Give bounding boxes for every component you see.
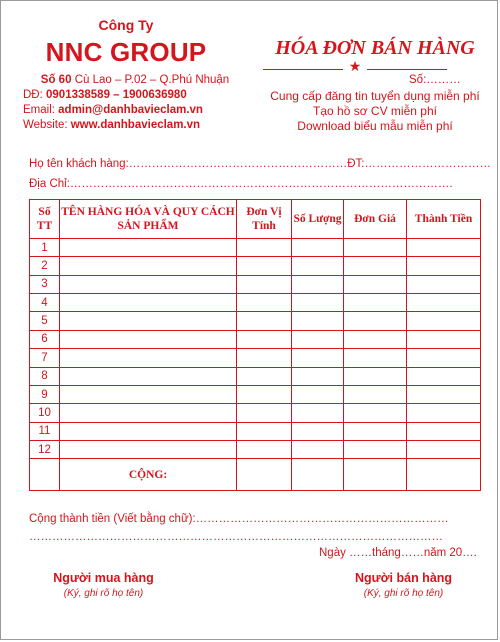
amount-cell[interactable]: [407, 330, 481, 348]
amount-cell[interactable]: [407, 257, 481, 275]
total-unit-cell: [237, 459, 292, 491]
header-product: TÊN HÀNG HÓA VÀ QUY CÁCH SẢN PHẨM: [60, 200, 237, 239]
total-in-words-line: ………………………………………………………………………………………………: [29, 531, 443, 543]
qty-cell[interactable]: [292, 367, 344, 385]
invoice-number: Số:………: [409, 74, 461, 86]
product-cell[interactable]: [60, 239, 237, 257]
unit-cell[interactable]: [237, 330, 292, 348]
qty-cell[interactable]: [292, 275, 344, 293]
product-cell[interactable]: [60, 330, 237, 348]
amount-cell[interactable]: [407, 385, 481, 403]
company-address: [23, 73, 247, 88]
company-label: Công Ty: [98, 17, 154, 33]
buyer-title: Người mua hàng: [53, 571, 154, 585]
items-table: [29, 199, 481, 491]
header-price: Đơn Giá: [344, 200, 407, 239]
unit-cell[interactable]: [237, 385, 292, 403]
amount-cell[interactable]: [407, 404, 481, 422]
qty-cell[interactable]: [292, 239, 344, 257]
qty-cell[interactable]: [292, 404, 344, 422]
seller-note: (Ký, ghi rõ họ tên): [363, 588, 444, 599]
star-icon: ★: [348, 58, 362, 74]
address-text: Cù Lao – P.02 – Q.Phú Nhuận: [74, 74, 230, 86]
row-number: 7: [30, 349, 60, 367]
unit-cell[interactable]: [237, 440, 292, 458]
row-number: 8: [30, 367, 60, 385]
company-phone: [23, 88, 247, 103]
amount-cell[interactable]: [407, 349, 481, 367]
row-number: 5: [30, 312, 60, 330]
company-name: NNC GROUP: [45, 37, 207, 67]
price-cell[interactable]: [344, 257, 407, 275]
price-cell[interactable]: [344, 440, 407, 458]
price-cell[interactable]: [344, 404, 407, 422]
unit-cell[interactable]: [237, 239, 292, 257]
row-number: 2: [30, 257, 60, 275]
amount-cell[interactable]: [407, 422, 481, 440]
table-row: [30, 239, 481, 257]
table-row: [30, 367, 481, 385]
table-row: [30, 312, 481, 330]
table-header-row: [30, 200, 481, 239]
price-cell[interactable]: [344, 422, 407, 440]
address-label: Số 60: [40, 74, 72, 86]
table-row: [30, 422, 481, 440]
phone-value: 0901338589 – 1900636980: [46, 89, 187, 101]
row-number: 3: [30, 275, 60, 293]
total-price-cell: [344, 459, 407, 491]
qty-cell[interactable]: [292, 312, 344, 330]
amount-cell[interactable]: [407, 275, 481, 293]
product-cell[interactable]: [60, 404, 237, 422]
price-cell[interactable]: [344, 294, 407, 312]
unit-cell[interactable]: [237, 404, 292, 422]
row-number: 11: [30, 422, 60, 440]
title-divider-left: [263, 69, 343, 70]
qty-cell[interactable]: [292, 330, 344, 348]
row-number: 6: [30, 330, 60, 348]
unit-cell[interactable]: [237, 367, 292, 385]
qty-cell[interactable]: [292, 257, 344, 275]
unit-cell[interactable]: [237, 312, 292, 330]
row-number: 1: [30, 239, 60, 257]
product-cell[interactable]: [60, 257, 237, 275]
qty-cell[interactable]: [292, 385, 344, 403]
qty-cell[interactable]: [292, 440, 344, 458]
price-cell[interactable]: [344, 330, 407, 348]
header-unit: Đơn Vị Tính: [237, 200, 292, 239]
product-cell[interactable]: [60, 275, 237, 293]
promo-line: Download biểu mẫu miễn phí: [297, 119, 453, 133]
header-amount: Thành Tiền: [407, 200, 481, 239]
price-cell[interactable]: [344, 312, 407, 330]
product-cell[interactable]: [60, 367, 237, 385]
amount-cell[interactable]: [407, 367, 481, 385]
product-cell[interactable]: [60, 349, 237, 367]
unit-cell[interactable]: [237, 349, 292, 367]
total-label: CỘNG:: [60, 459, 237, 491]
qty-cell[interactable]: [292, 349, 344, 367]
price-cell[interactable]: [344, 367, 407, 385]
row-number: 9: [30, 385, 60, 403]
amount-cell[interactable]: [407, 294, 481, 312]
website-value: www.danhbavieclam.vn: [70, 119, 201, 131]
row-number: 4: [30, 294, 60, 312]
table-row: [30, 275, 481, 293]
total-amount-cell[interactable]: [407, 459, 481, 491]
table-row: [30, 385, 481, 403]
header-stt: Số TT: [30, 200, 60, 239]
product-cell[interactable]: [60, 312, 237, 330]
price-cell[interactable]: [344, 275, 407, 293]
amount-cell[interactable]: [407, 239, 481, 257]
unit-cell[interactable]: [237, 294, 292, 312]
qty-cell[interactable]: [292, 422, 344, 440]
total-in-words-field[interactable]: Cộng thành tiền (Viết bằng chữ):…………………………………………………………: [29, 513, 449, 525]
table-row: [30, 349, 481, 367]
table-row: [30, 440, 481, 458]
product-cell[interactable]: [60, 385, 237, 403]
total-qty-cell: [292, 459, 344, 491]
promo-line: Cung cấp đăng tin tuyển dụng miễn phí: [270, 89, 480, 103]
row-number: 12: [30, 440, 60, 458]
price-cell[interactable]: [344, 239, 407, 257]
title-divider-right: [367, 69, 447, 70]
table-row: [30, 294, 481, 312]
amount-cell[interactable]: [407, 440, 481, 458]
table-row: [30, 330, 481, 348]
customer-address-field[interactable]: Địa Chỉ:……………………………………………………………………………………….: [29, 178, 453, 190]
email-label: Email:: [23, 104, 55, 116]
table-row: [30, 404, 481, 422]
header-qty: Số Lượng: [292, 200, 344, 239]
seller-title: Người bán hàng: [354, 571, 453, 585]
company-website: [23, 118, 247, 133]
unit-cell[interactable]: [237, 257, 292, 275]
unit-cell[interactable]: [237, 422, 292, 440]
product-cell[interactable]: [60, 422, 237, 440]
date-field[interactable]: Ngày ……tháng……năm 20….: [319, 547, 477, 559]
buyer-note: (Ký, ghi rõ họ tên): [63, 588, 144, 599]
price-cell[interactable]: [344, 385, 407, 403]
total-empty-cell: [30, 459, 60, 491]
invoice-title: HÓA ĐƠN BÁN HÀNG: [275, 37, 475, 59]
product-cell[interactable]: [60, 294, 237, 312]
product-cell[interactable]: [60, 440, 237, 458]
unit-cell[interactable]: [237, 275, 292, 293]
company-email: [23, 103, 247, 118]
amount-cell[interactable]: [407, 312, 481, 330]
customer-name-field[interactable]: Họ tên khách hàng:…………………………………………………ĐT:……………………………: [29, 158, 491, 170]
row-number: 10: [30, 404, 60, 422]
phone-label: DĐ:: [23, 89, 43, 101]
total-row: [30, 459, 481, 491]
qty-cell[interactable]: [292, 294, 344, 312]
price-cell[interactable]: [344, 349, 407, 367]
website-label: Website:: [23, 119, 68, 131]
table-row: [30, 257, 481, 275]
promo-line: Tạo hồ sơ CV miễn phí: [313, 104, 437, 118]
email-value: admin@danhbavieclam.vn: [58, 104, 203, 116]
